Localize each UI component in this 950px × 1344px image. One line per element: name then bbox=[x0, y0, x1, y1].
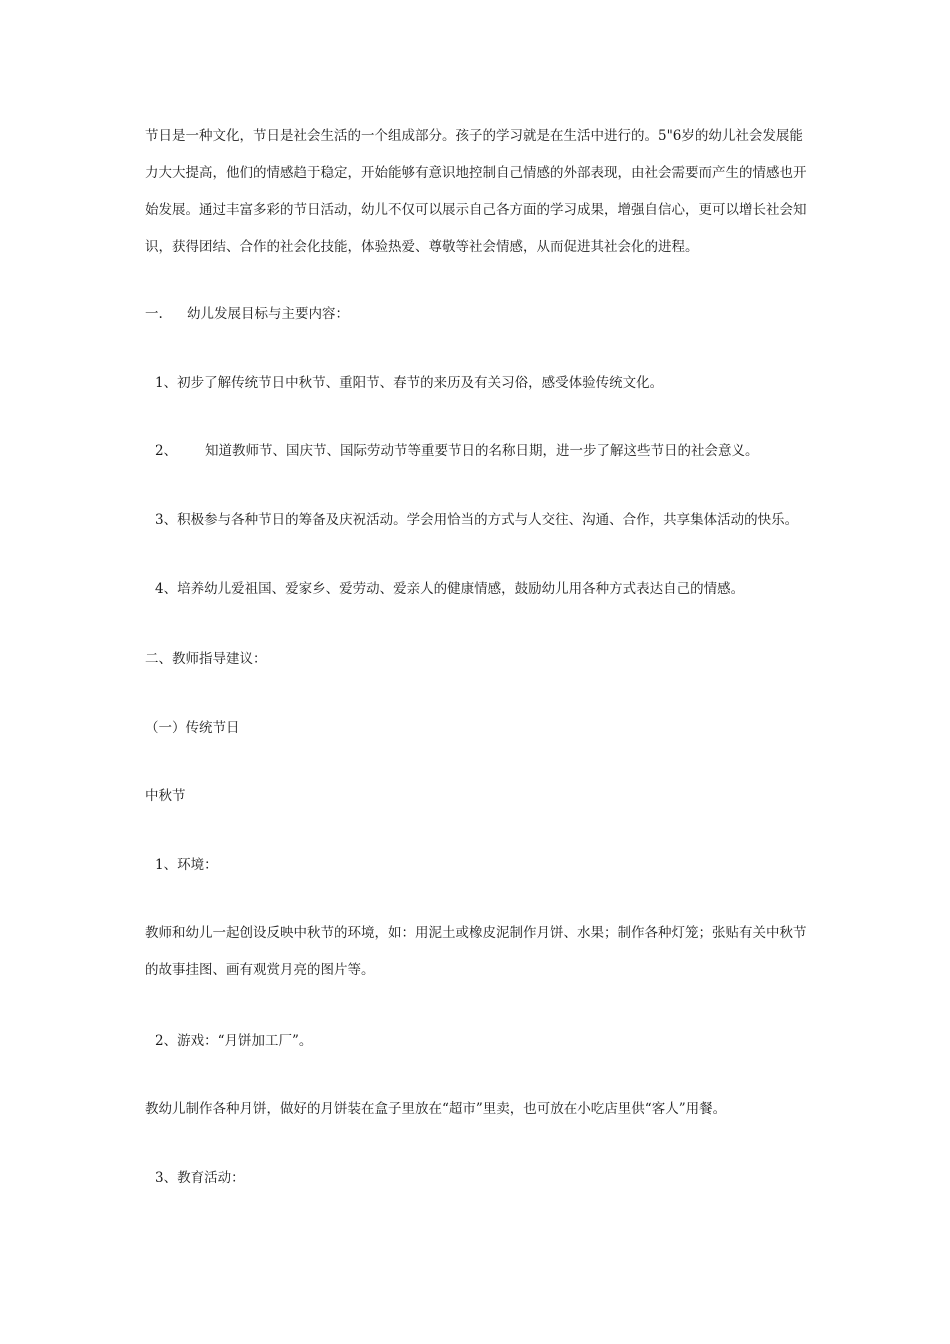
goal-number: 2、 bbox=[155, 443, 178, 459]
goal-number: 3、 bbox=[155, 512, 178, 528]
step-heading-education: 3、教育活动： bbox=[155, 1170, 245, 1186]
goal-item bbox=[155, 571, 815, 608]
step-heading-environment: 1、环境： bbox=[155, 857, 218, 873]
section-title: 幼儿发展目标与主要内容： bbox=[187, 306, 349, 322]
step-heading-game: 2、游戏：“月饼加工厂”。 bbox=[155, 1033, 313, 1049]
subsection-heading: （一）传统节日 bbox=[145, 720, 240, 736]
step-paragraph-game: 教幼儿制作各种月饼，做好的月饼装在盒子里放在“超市”里卖，也可放在小吃店里供“客人”用餐。 bbox=[145, 1101, 727, 1117]
goal-text: 初步了解传统节日中秋节、重阳节、春节的来历及有关习俗，感受体验传统文化。 bbox=[177, 375, 664, 391]
goal-item bbox=[155, 502, 815, 539]
goal-number: 1、 bbox=[155, 375, 178, 391]
goal-item bbox=[155, 433, 815, 470]
goal-text: 培养幼儿爱祖国、爱家乡、爱劳动、爱亲人的健康情感，鼓励幼儿用各种方式表达自己的情感。 bbox=[177, 581, 745, 597]
section-heading-guidance: 二、教师指导建议： bbox=[145, 651, 267, 667]
step-paragraph-environment: 教师和幼儿一起创设反映中秋节的环境，如：用泥土或橡皮泥制作月饼、水果；制作各种灯笼；张贴有关中秋节的故事挂图、画有观赏月亮的图片等。 bbox=[145, 925, 807, 978]
goal-number: 4、 bbox=[155, 581, 178, 597]
festival-heading: 中秋节 bbox=[145, 788, 186, 804]
goal-item bbox=[155, 365, 815, 402]
goal-text: 积极参与各种节日的筹备及庆祝活动。学会用恰当的方式与人交往、沟通、合作，共享集体活动的快乐。 bbox=[177, 512, 799, 528]
goal-text: 知道教师节、国庆节、国际劳动节等重要节日的名称日期，进一步了解这些节日的社会意义。 bbox=[205, 443, 759, 459]
section-number: 一. bbox=[145, 306, 163, 322]
intro-paragraph: 节日是一种文化，节日是社会生活的一个组成部分。孩子的学习就是在生活中进行的。5"6岁的幼儿社会发展能力大大提高，他们的情感趋于稳定，开始能够有意识地控制自己情感的外部表现，由社会需要而产生的情感也开始发展。通过丰富多彩的节日活动，幼儿不仅可以展示自己各方面的学习成果，增强自信心，更可以增长社会知识，获得团结、合作的社会化技能，体验热爱、尊敬等社会情感，从而促进其社会化的进程。 bbox=[145, 128, 807, 255]
section-heading-goals bbox=[145, 296, 813, 333]
